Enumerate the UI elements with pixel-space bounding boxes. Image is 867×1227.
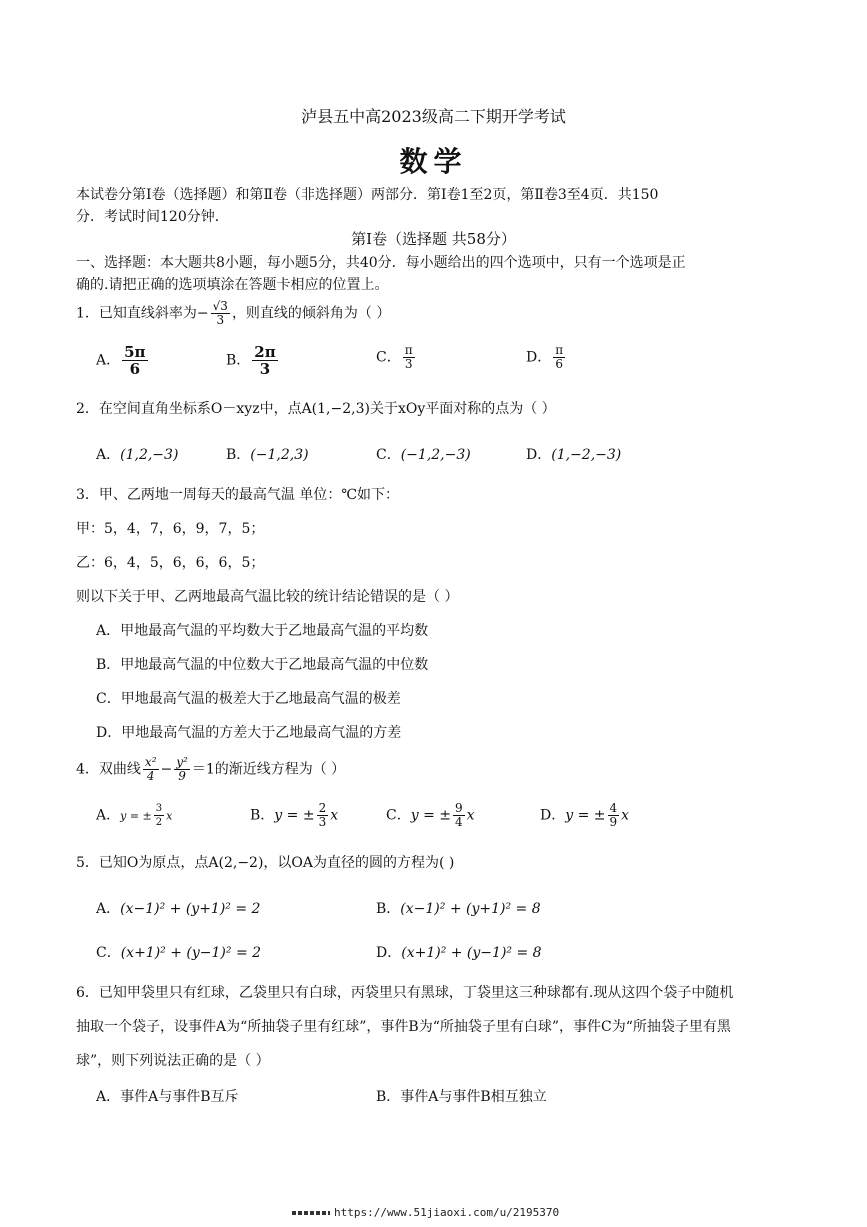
question-4-option-b: B．y = ± $\frac{2}{3}$ x: [250, 801, 339, 829]
question-1-option-d: D． $\frac{\pi}{6}$: [526, 343, 564, 371]
section-1-instruction-2: 确的.请把正确的选项填涂在答题卡相应的位置上。: [76, 277, 389, 293]
question-2-stem: 2．在空间直角坐标系O－xyz中，点A(1,−2,3)关于xOy平面对称的点为（ ）: [76, 401, 556, 417]
question-6-line-3: 球”，则下列说法正确的是（ ）: [76, 1053, 270, 1069]
intro-line-2: 分．考试时间120分钟．: [76, 209, 229, 225]
question-2-option-d: D．(1,−2,−3): [526, 447, 622, 463]
question-4-option-d: D．y = ± $\frac{4}{9}$ x: [540, 801, 630, 829]
watermark-logo-icon: [292, 1211, 330, 1215]
question-5-option-c: C．(x+1)² + (y−1)² = 2: [96, 945, 262, 961]
question-6-option-b: B．事件A与事件B相互独立: [376, 1089, 547, 1105]
question-1-option-a: A． $\frac{5\pi}{6}$: [96, 343, 146, 378]
section-1-title: 第Ⅰ卷（选择题 共58分）: [351, 230, 516, 248]
exam-title: 泸县五中高2023级高二下期开学考试: [301, 107, 566, 126]
footer-watermark: [292, 1206, 559, 1219]
question-6-option-a: A．事件A与事件B互斥: [96, 1089, 239, 1105]
question-3-option-c: C．甲地最高气温的极差大于乙地最高气温的极差: [96, 691, 401, 707]
question-5-option-a: A．(x−1)² + (y+1)² = 2: [96, 901, 261, 917]
question-2-option-a: A．(1,2,−3): [96, 447, 179, 463]
slope-fraction: $\frac{√3}{3}$: [212, 299, 228, 327]
question-4-option-a: A．y = ± $\frac{3}{2}$ x: [96, 803, 173, 828]
question-3-ask: 则以下关于甲、乙两地最高气温比较的统计结论错误的是（ ）: [76, 589, 459, 605]
question-6-line-1: 6．已知甲袋里只有红球，乙袋里只有白球，丙袋里只有黑球，丁袋里这三种球都有.现从这四个袋子中随机: [76, 985, 734, 1001]
question-5-option-b: B．(x−1)² + (y+1)² = 8: [376, 901, 541, 917]
section-1-instruction-1: 一、选择题：本大题共8小题，每小题5分，共40分．每小题给出的四个选项中，只有一个选项是正: [76, 255, 686, 271]
question-3-option-b: B．甲地最高气温的中位数大于乙地最高气温的中位数: [96, 657, 429, 673]
question-3-option-a: A．甲地最高气温的平均数大于乙地最高气温的平均数: [96, 623, 429, 639]
intro-line-1: 本试卷分第Ⅰ卷（选择题）和第Ⅱ卷（非选择题）两部分．第Ⅰ卷1至2页，第Ⅱ卷3至4页．共150: [76, 187, 659, 203]
subject-title: 数学: [399, 145, 468, 178]
question-5-option-d: D．(x+1)² + (y−1)² = 8: [376, 945, 542, 961]
question-1-stem: 1．已知直线斜率为− $\frac{√3}{3}$ ，则直线的倾斜角为（ ）: [76, 299, 391, 327]
question-1-option-b: B． $\frac{2\pi}{3}$: [226, 343, 276, 378]
question-1-option-c: C． $\frac{\pi}{3}$: [376, 343, 413, 371]
question-3-data-jia: 甲：5，4，7，6，9，7，5；: [76, 521, 265, 537]
question-6-line-2: 抽取一个袋子，设事件A为“所抽袋子里有红球”，事件B为“所抽袋子里有白球”，事件C为“所抽袋子里有黑: [76, 1019, 731, 1035]
question-2-option-b: B．(−1,2,3): [226, 447, 309, 463]
question-3-data-yi: 乙：6，4，5，6，6，6，5；: [76, 555, 265, 571]
question-4-option-c: C．y = ± $\frac{9}{4}$ x: [386, 801, 475, 829]
question-5-stem: 5．已知O为原点，点A(2,−2)，以OA为直径的圆的方程为( ): [76, 855, 455, 871]
question-2-option-c: C．(−1,2,−3): [376, 447, 471, 463]
question-3-stem: 3．甲、乙两地一周每天的最高气温 单位：℃如下：: [76, 487, 400, 503]
question-3-option-d: D．甲地最高气温的方差大于乙地最高气温的方差: [96, 725, 402, 741]
question-4-stem: 4．双曲线 $\frac{\text{x²}}{4}$ − $\frac{\text{y²}}{9}$ ＝1的渐近线方程为（ ）: [76, 755, 346, 783]
footer-url[interactable]: https://www.51jiaoxi.com/u/2195370: [334, 1206, 560, 1219]
